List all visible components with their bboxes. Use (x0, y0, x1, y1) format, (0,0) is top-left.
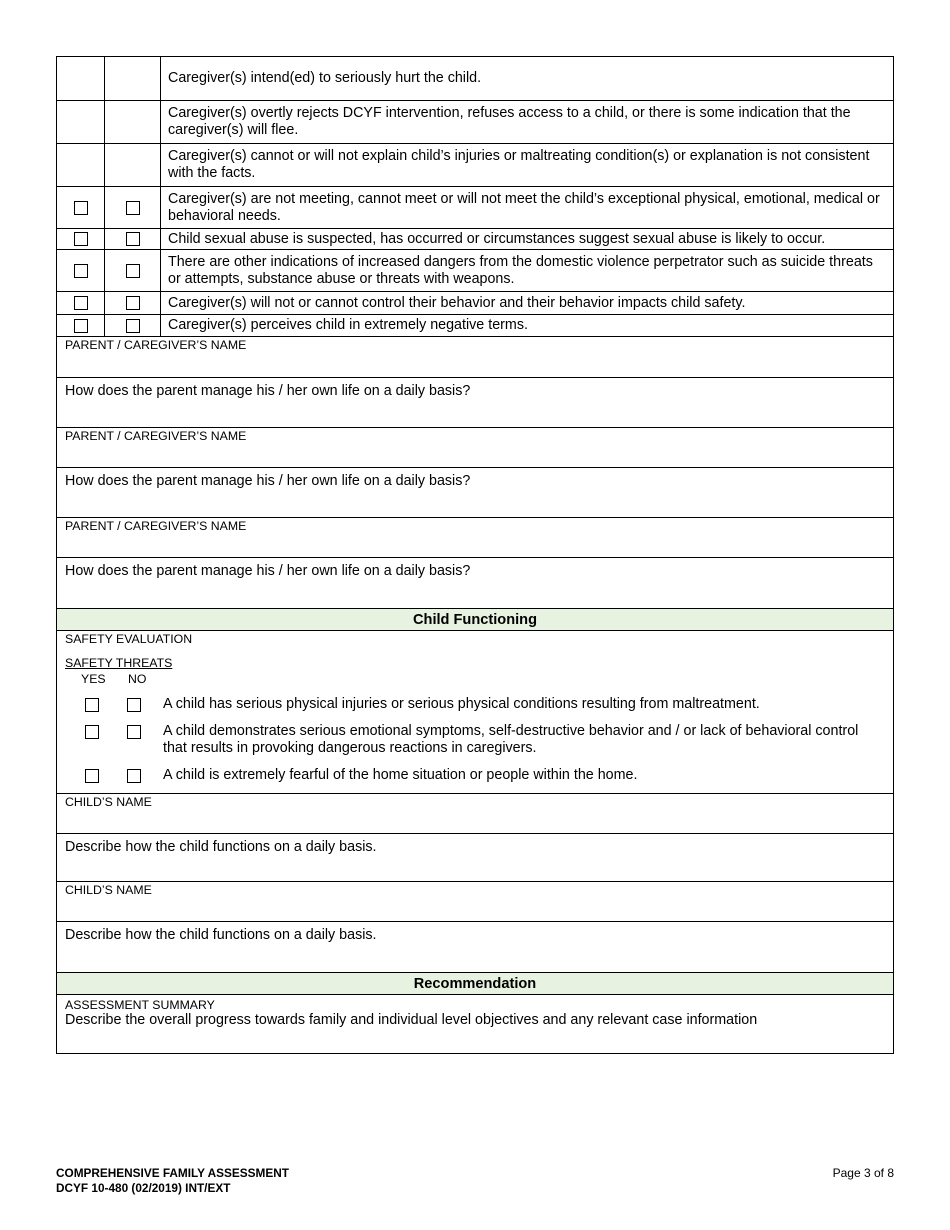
yes-cell (57, 315, 105, 336)
no-cell (105, 315, 161, 336)
threat-row (57, 292, 893, 315)
parent-name-field[interactable] (57, 518, 893, 558)
no-cell (105, 229, 161, 249)
yes-no-header (65, 672, 885, 686)
child-threat-text: A child demonstrates serious emotional symptoms, self-destructive behavior and / or lack of behavioral control that results in provoking dangerous reactions in caregivers. (163, 723, 859, 756)
child-daily-function-field[interactable] (57, 834, 893, 882)
safety-threats-label: SAFETY THREATS (65, 656, 173, 670)
parent-daily-life-field[interactable] (57, 558, 893, 609)
parent-daily-life-field[interactable] (57, 378, 893, 428)
child-threat-row (65, 696, 885, 713)
yes-label: YES (81, 672, 106, 686)
yes-cell (57, 292, 105, 314)
yes-cell (57, 250, 105, 291)
parent-name-label: PARENT / CAREGIVER’S NAME (65, 519, 247, 533)
threat-row (57, 57, 893, 101)
assessment-form (56, 56, 894, 1054)
child-daily-function-question: Describe how the child functions on a daily basis. (65, 839, 377, 855)
assessment-summary-field[interactable] (57, 995, 893, 1053)
parent-daily-life-question: How does the parent manage his / her own life on a daily basis? (65, 473, 471, 489)
yes-cell (57, 229, 105, 249)
no-cell (105, 250, 161, 291)
form-title: COMPREHENSIVE FAMILY ASSESSMENT (56, 1166, 289, 1180)
no-checkbox[interactable] (126, 264, 140, 278)
section-header-child-functioning: Child Functioning (57, 609, 893, 631)
child-safety-evaluation (57, 631, 893, 794)
threat-row (57, 101, 893, 144)
parent-daily-life-question: How does the parent manage his / her own life on a daily basis? (65, 563, 471, 579)
no-cell (105, 292, 161, 314)
form-number: DCYF 10-480 (02/2019) INT/EXT (56, 1181, 231, 1195)
child-threat-row (65, 767, 885, 784)
threat-text: Caregiver(s) cannot or will not explain child’s injuries or maltreating condition(s) or explanation is not consistent with the facts. (168, 148, 870, 181)
threat-text: Caregiver(s) intend(ed) to seriously hurt the child. (168, 70, 482, 86)
threat-row (57, 187, 893, 229)
no-checkbox[interactable] (127, 698, 141, 712)
no-checkbox[interactable] (126, 201, 140, 215)
safety-evaluation-label: SAFETY EVALUATION (65, 632, 193, 646)
threat-row (57, 250, 893, 292)
child-daily-function-question: Describe how the child functions on a daily basis. (65, 927, 377, 943)
assessment-summary-label: ASSESSMENT SUMMARY (65, 998, 215, 1012)
child-name-label: CHILD’S NAME (65, 795, 152, 809)
yes-checkbox[interactable] (74, 201, 88, 215)
child-name-label: CHILD’S NAME (65, 883, 152, 897)
yes-cell (57, 144, 105, 186)
no-checkbox[interactable] (126, 319, 140, 333)
no-cell (105, 187, 161, 228)
yes-checkbox[interactable] (74, 296, 88, 310)
no-cell (105, 57, 161, 100)
page-number: Page 3 of 8 (832, 1166, 894, 1180)
child-name-field[interactable] (57, 794, 893, 834)
yes-checkbox[interactable] (74, 232, 88, 246)
section-header-recommendation: Recommendation (57, 973, 893, 995)
form-footer (56, 1166, 289, 1196)
yes-cell (57, 57, 105, 100)
yes-cell (57, 101, 105, 143)
yes-checkbox[interactable] (74, 264, 88, 278)
parent-daily-life-field[interactable] (57, 468, 893, 518)
no-label: NO (128, 672, 147, 686)
threat-row (57, 144, 893, 187)
no-checkbox[interactable] (127, 725, 141, 739)
threat-text: Caregiver(s) will not or cannot control their behavior and their behavior impacts child safety. (168, 294, 746, 311)
parent-name-label: PARENT / CAREGIVER’S NAME (65, 338, 247, 352)
parent-name-field[interactable] (57, 428, 893, 468)
no-checkbox[interactable] (126, 296, 140, 310)
threat-text: Caregiver(s) perceives child in extremely negative terms. (168, 317, 528, 333)
child-threat-row (65, 723, 885, 757)
no-cell (105, 101, 161, 143)
yes-checkbox[interactable] (85, 725, 99, 739)
yes-checkbox[interactable] (85, 698, 99, 712)
child-name-field[interactable] (57, 882, 893, 922)
threat-text: Child sexual abuse is suspected, has occurred or circumstances suggest sexual abuse is likely to occur. (168, 230, 826, 247)
parent-name-label: PARENT / CAREGIVER’S NAME (65, 429, 247, 443)
no-checkbox[interactable] (127, 769, 141, 783)
parent-daily-life-question: How does the parent manage his / her own life on a daily basis? (65, 383, 471, 399)
no-cell (105, 144, 161, 186)
parent-name-field[interactable] (57, 337, 893, 378)
threat-text: There are other indications of increased dangers from the domestic violence perpetrator such as suicide threats or attempts, substance abuse or threats with weapons. (168, 253, 873, 287)
child-threat-text: A child is extremely fearful of the home situation or people within the home. (163, 767, 638, 783)
assessment-summary-text: Describe the overall progress towards family and individual level objectives and any relevant case information (65, 1012, 758, 1028)
child-threat-text: A child has serious physical injuries or serious physical conditions resulting from maltreatment. (163, 696, 760, 712)
yes-checkbox[interactable] (74, 319, 88, 333)
threat-text: Caregiver(s) overtly rejects DCYF intervention, refuses access to a child, or there is some indication that the caregiver(s) will flee. (168, 105, 851, 138)
child-daily-function-field[interactable] (57, 922, 893, 973)
no-checkbox[interactable] (126, 232, 140, 246)
threat-text: Caregiver(s) are not meeting, cannot meet or will not meet the child’s exceptional physical, emotional, medical or behavioral needs. (168, 190, 880, 224)
yes-checkbox[interactable] (85, 769, 99, 783)
threat-row (57, 229, 893, 250)
yes-cell (57, 187, 105, 228)
threat-row (57, 315, 893, 337)
